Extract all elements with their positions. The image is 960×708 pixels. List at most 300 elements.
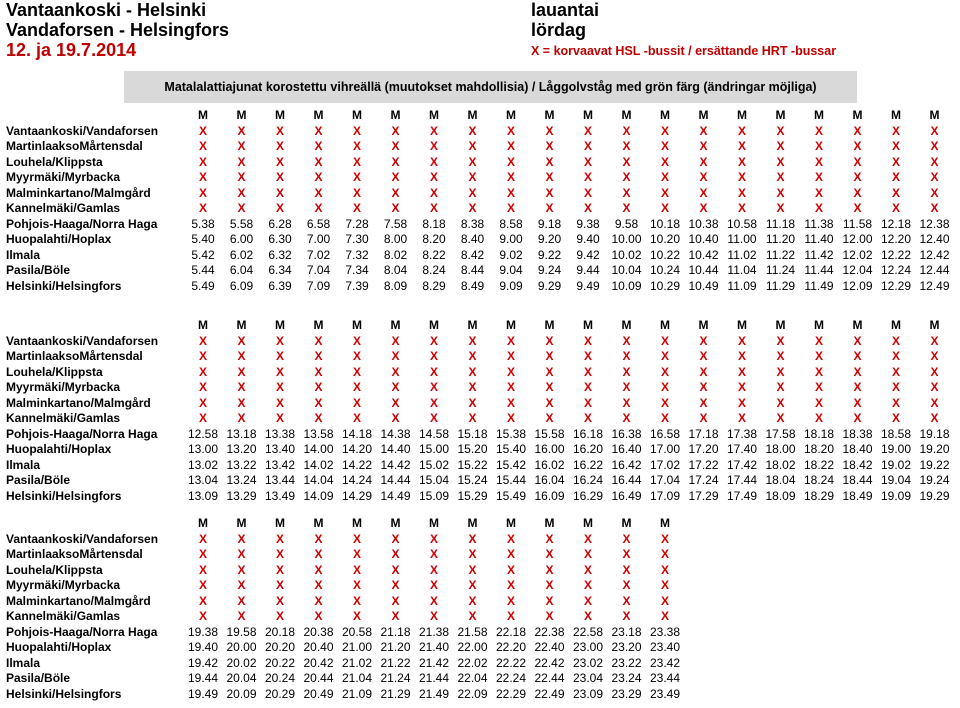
bus-replacement-mark: X xyxy=(814,364,823,379)
bus-replacement-mark: X xyxy=(853,185,862,200)
bus-replacement-mark: X xyxy=(429,547,438,561)
departure-time: 12.09 xyxy=(842,278,873,293)
bus-replacement-mark: X xyxy=(930,170,939,184)
departure-time: 8.40 xyxy=(460,232,485,246)
departure-time: 7.39 xyxy=(345,278,369,293)
departure-time: 10.42 xyxy=(688,247,719,262)
train-code-m: M xyxy=(583,516,593,530)
departure-time: 10.58 xyxy=(726,216,758,231)
departure-time: 20.24 xyxy=(264,671,296,685)
departure-time: 20.38 xyxy=(303,624,334,639)
departure-time: 11.02 xyxy=(727,247,757,262)
departure-time: 23.18 xyxy=(611,624,642,639)
bus-replacement-mark: X xyxy=(699,380,708,394)
bus-replacement-mark: X xyxy=(198,609,207,623)
bus-replacement-mark: X xyxy=(275,531,284,546)
bus-replacement-mark: X xyxy=(275,123,284,138)
bus-replacement-mark: X xyxy=(275,139,284,153)
bus-replacement-mark: X xyxy=(429,170,438,184)
departure-time: 21.44 xyxy=(418,671,450,685)
train-code-m: M xyxy=(698,318,709,332)
departure-time: 22.00 xyxy=(457,640,488,654)
departure-time: 22.04 xyxy=(457,671,488,685)
bus-replacement-mark: X xyxy=(275,547,284,561)
station-name: Kannelmäki/Gamlas xyxy=(6,609,121,623)
bus-replacement-mark: X xyxy=(583,578,592,592)
departure-time: 21.04 xyxy=(341,671,373,685)
date-label: 12. ja 19.7.2014 xyxy=(6,40,137,60)
departure-time: 8.18 xyxy=(422,216,446,231)
departure-time: 13.09 xyxy=(187,488,219,503)
departure-time: 10.24 xyxy=(649,263,681,277)
departure-time: 16.44 xyxy=(611,473,642,487)
station-name: Vantaankoski/Vandaforsen xyxy=(6,333,159,348)
bus-replacement-mark: X xyxy=(275,578,284,592)
departure-time: 20.00 xyxy=(226,640,257,654)
station-name: Vantaankoski/Vandaforsen xyxy=(6,531,159,546)
departure-time: 18.20 xyxy=(803,442,835,456)
bus-replacement-mark: X xyxy=(545,593,554,608)
departure-time: 12.44 xyxy=(919,263,950,277)
departure-time: 5.58 xyxy=(229,216,254,231)
bus-replacement-mark: X xyxy=(352,364,361,379)
station-name: Huopalahti/Hoplax xyxy=(6,232,112,246)
departure-time: 23.24 xyxy=(611,671,642,685)
bus-replacement-mark: X xyxy=(776,139,785,153)
bus-replacement-mark: X xyxy=(622,593,631,608)
departure-time: 18.09 xyxy=(765,488,796,503)
bus-replacement-mark: X xyxy=(853,333,862,348)
departure-time: 18.24 xyxy=(803,473,835,487)
train-code-m: M xyxy=(390,108,401,122)
departure-time: 9.49 xyxy=(576,278,600,293)
bus-replacement-mark: X xyxy=(314,531,323,546)
train-code-m: M xyxy=(467,318,478,332)
bus-replacement-mark: X xyxy=(930,185,939,200)
departure-time: 7.09 xyxy=(306,278,331,293)
train-code-m: M xyxy=(814,318,824,332)
bus-replacement-mark: X xyxy=(622,154,631,169)
station-name: Kannelmäki/Gamlas xyxy=(6,201,121,215)
train-code-m: M xyxy=(390,516,401,530)
bus-replacement-mark: X xyxy=(352,578,361,592)
departure-time: 10.18 xyxy=(649,216,681,231)
bus-replacement-mark: X xyxy=(468,593,477,608)
bus-replacement-mark: X xyxy=(429,123,438,138)
departure-time: 21.20 xyxy=(380,640,411,654)
bus-replacement-mark: X xyxy=(891,364,900,379)
bus-replacement-mark: X xyxy=(237,411,246,425)
departure-time: 9.00 xyxy=(499,232,523,246)
station-name: Vantaankoski/Vandaforsen xyxy=(6,123,159,138)
bus-replacement-mark: X xyxy=(814,349,823,363)
departure-time: 9.20 xyxy=(537,232,562,246)
departure-time: 8.38 xyxy=(460,216,485,231)
bus-replacement-mark: X xyxy=(660,593,669,608)
bus-replacement-mark: X xyxy=(429,139,438,153)
train-code-m: M xyxy=(313,516,324,530)
bus-replacement-mark: X xyxy=(391,154,400,169)
bus-replacement-mark: X xyxy=(891,380,900,394)
bus-replacement-mark: X xyxy=(776,380,785,394)
bus-replacement-mark: X xyxy=(314,333,323,348)
departure-time: 10.04 xyxy=(611,263,642,277)
departure-time: 19.02 xyxy=(880,457,912,472)
train-code-m: M xyxy=(506,318,516,332)
bus-replacement-mark: X xyxy=(776,154,785,169)
train-code-m: M xyxy=(583,108,593,122)
station-name: Louhela/Klippsta xyxy=(6,562,103,577)
bus-replacement-mark: X xyxy=(814,380,823,394)
departure-time: 13.44 xyxy=(264,473,296,487)
bus-replacement-mark: X xyxy=(622,185,631,200)
departure-time: 11.40 xyxy=(804,232,834,246)
bus-replacement-mark: X xyxy=(391,531,400,546)
departure-time: 5.44 xyxy=(191,263,215,277)
departure-time: 11.24 xyxy=(765,263,796,277)
bus-replacement-mark: X xyxy=(352,123,361,138)
bus-replacement-mark: X xyxy=(429,578,438,592)
bus-replacement-mark: X xyxy=(352,201,361,215)
departure-time: 10.38 xyxy=(688,216,719,231)
departure-time: 18.38 xyxy=(842,426,873,441)
bus-replacement-mark: X xyxy=(814,333,823,348)
departure-time: 23.38 xyxy=(649,624,681,639)
bus-replacement-mark: X xyxy=(391,364,400,379)
bus-replacement-mark: X xyxy=(583,380,592,394)
departure-time: 12.38 xyxy=(919,216,950,231)
departure-time: 20.22 xyxy=(264,655,296,670)
departure-time: 17.20 xyxy=(688,442,719,456)
bus-replacement-mark: X xyxy=(699,185,708,200)
bus-replacement-mark: X xyxy=(352,349,361,363)
bus-replacement-mark: X xyxy=(506,201,515,215)
bus-replacement-mark: X xyxy=(506,593,515,608)
departure-time: 5.49 xyxy=(191,278,215,293)
departure-time: 6.32 xyxy=(268,247,292,262)
low-floor-banner: Matalalattiajunat korostettu vihreällä (muutokset mahdollisia) / Låggolvståg med grön färg (ändringar möjliga) xyxy=(124,71,857,103)
departure-time: 18.22 xyxy=(803,457,835,472)
bus-replacement-mark: X xyxy=(198,333,207,348)
train-code-m: M xyxy=(698,108,709,122)
departure-time: 15.18 xyxy=(457,426,488,441)
bus-replacement-mark: X xyxy=(545,123,554,138)
departure-time: 8.22 xyxy=(422,247,446,262)
departure-time: 11.42 xyxy=(804,247,834,262)
station-name: Malminkartano/Malmgård xyxy=(6,185,151,200)
bus-replacement-mark: X xyxy=(275,154,284,169)
departure-time: 23.22 xyxy=(611,655,642,670)
departure-time: 11.38 xyxy=(804,216,834,231)
departure-time: 21.22 xyxy=(380,655,411,670)
departure-time: 20.40 xyxy=(303,640,334,654)
bus-replacement-mark: X xyxy=(583,349,592,363)
departure-time: 20.02 xyxy=(226,655,257,670)
departure-time: 18.00 xyxy=(765,442,796,456)
bus-replacement-mark: X xyxy=(429,154,438,169)
bus-replacement-mark: X xyxy=(583,364,592,379)
bus-replacement-mark: X xyxy=(853,139,862,153)
bus-replacement-mark: X xyxy=(699,395,708,410)
bus-replacement-mark: X xyxy=(352,411,361,425)
departure-time: 12.49 xyxy=(919,278,950,293)
departure-time: 6.09 xyxy=(229,278,254,293)
bus-replacement-mark: X xyxy=(776,185,785,200)
departure-time: 14.22 xyxy=(341,457,373,472)
departure-time: 12.40 xyxy=(919,232,950,246)
bus-replacement-mark: X xyxy=(622,123,631,138)
departure-time: 12.02 xyxy=(842,247,873,262)
bus-replacement-mark: X xyxy=(352,395,361,410)
train-code-m: M xyxy=(621,318,632,332)
bus-replacement-mark: X xyxy=(352,139,361,153)
departure-time: 11.20 xyxy=(765,232,796,246)
bus-replacement-mark: X xyxy=(853,154,862,169)
bus-replacement-mark: X xyxy=(660,364,669,379)
bus-replacement-mark: X xyxy=(699,201,708,215)
bus-replacement-mark: X xyxy=(237,578,246,592)
bus-replacement-mark: X xyxy=(198,123,207,138)
bus-replacement-mark: X xyxy=(429,333,438,348)
station-name: Ilmala xyxy=(6,655,41,670)
bus-replacement-mark: X xyxy=(660,170,669,184)
bus-replacement-mark: X xyxy=(198,593,207,608)
bus-replacement-mark: X xyxy=(737,411,746,425)
bus-replacement-mark: X xyxy=(391,578,400,592)
station-name: Myyrmäki/Myrbacka xyxy=(6,380,121,394)
bus-replacement-mark: X xyxy=(930,349,939,363)
departure-time: 20.58 xyxy=(341,624,373,639)
train-code-m: M xyxy=(352,108,362,122)
departure-time: 20.42 xyxy=(303,655,334,670)
bus-replacement-mark: X xyxy=(814,185,823,200)
departure-time: 14.49 xyxy=(380,488,411,503)
bus-replacement-mark: X xyxy=(814,201,823,215)
bus-replacement-mark: X xyxy=(660,562,669,577)
bus-replacement-mark: X xyxy=(506,333,515,348)
train-code-m: M xyxy=(467,108,478,122)
departure-time: 21.40 xyxy=(418,640,450,654)
bus-replacement-mark: X xyxy=(391,593,400,608)
departure-time: 14.09 xyxy=(303,488,334,503)
departure-time: 15.49 xyxy=(495,488,527,503)
bus-replacement-mark: X xyxy=(776,395,785,410)
departure-time: 19.20 xyxy=(919,442,950,456)
departure-time: 12.24 xyxy=(880,263,912,277)
departure-time: 9.04 xyxy=(499,263,523,277)
bus-replacement-mark: X xyxy=(583,609,592,623)
bus-replacement-mark: X xyxy=(814,395,823,410)
bus-replacement-mark: X xyxy=(468,547,477,561)
train-code-m: M xyxy=(852,318,863,332)
bus-replacement-mark: X xyxy=(660,185,669,200)
departure-time: 9.22 xyxy=(537,247,562,262)
bus-replacement-mark: X xyxy=(622,364,631,379)
departure-time: 12.18 xyxy=(880,216,912,231)
departure-time: 20.49 xyxy=(303,686,334,701)
bus-replacement-mark: X xyxy=(198,364,207,379)
bus-replacement-mark: X xyxy=(198,395,207,410)
bus-replacement-mark: X xyxy=(930,380,939,394)
departure-time: 15.58 xyxy=(534,426,565,441)
departure-time: 14.44 xyxy=(380,473,411,487)
departure-time: 14.24 xyxy=(341,473,373,487)
departure-time: 23.20 xyxy=(611,640,642,654)
departure-time: 19.18 xyxy=(919,426,950,441)
bus-replacement-mark: X xyxy=(545,609,554,623)
bus-replacement-mark: X xyxy=(891,201,900,215)
departure-time: 10.09 xyxy=(611,278,642,293)
bus-replacement-mark: X xyxy=(622,609,631,623)
train-code-m: M xyxy=(621,108,632,122)
bus-replacement-mark: X xyxy=(930,395,939,410)
bus-replacement-mark: X xyxy=(391,139,400,153)
departure-time: 16.58 xyxy=(649,426,681,441)
departure-time: 21.00 xyxy=(341,640,373,654)
bus-replacement-mark: X xyxy=(814,123,823,138)
bus-replacement-mark: X xyxy=(506,380,515,394)
train-code-m: M xyxy=(467,516,478,530)
bus-replacement-mark: X xyxy=(545,411,554,425)
bus-replacement-mark: X xyxy=(198,578,207,592)
departure-time: 9.24 xyxy=(537,263,562,277)
departure-time: 10.00 xyxy=(611,232,642,246)
departure-time: 22.49 xyxy=(534,686,565,701)
bus-replacement-mark: X xyxy=(237,185,246,200)
departure-time: 12.22 xyxy=(880,247,912,262)
bus-replacement-mark: X xyxy=(237,154,246,169)
bus-replacement-mark: X xyxy=(314,139,323,153)
departure-time: 16.42 xyxy=(611,457,642,472)
departure-time: 16.22 xyxy=(572,457,604,472)
departure-time: 6.34 xyxy=(268,263,292,277)
station-name: Malminkartano/Malmgård xyxy=(6,593,151,608)
bus-replacement-mark: X xyxy=(314,411,323,425)
departure-time: 18.44 xyxy=(842,473,873,487)
bus-replacement-mark: X xyxy=(545,380,554,394)
bus-replacement-mark: X xyxy=(853,123,862,138)
bus-replacement-mark: X xyxy=(314,547,323,561)
bus-replacement-mark: X xyxy=(545,349,554,363)
bus-replacement-mark: X xyxy=(622,170,631,184)
bus-replacement-mark: X xyxy=(660,395,669,410)
bus-replacement-mark: X xyxy=(314,593,323,608)
bus-replacement-mark: X xyxy=(737,333,746,348)
station-name: Pohjois-Haaga/Norra Haga xyxy=(6,216,158,231)
departure-time: 20.44 xyxy=(303,671,334,685)
bus-replacement-mark: X xyxy=(314,609,323,623)
departure-time: 10.29 xyxy=(649,278,681,293)
departure-time: 7.04 xyxy=(306,263,331,277)
departure-time: 22.42 xyxy=(534,655,565,670)
departure-time: 12.29 xyxy=(880,278,912,293)
bus-replacement-mark: X xyxy=(583,170,592,184)
bus-replacement-mark: X xyxy=(352,170,361,184)
train-code-m: M xyxy=(236,516,247,530)
bus-replacement-mark: X xyxy=(275,333,284,348)
train-code-m: M xyxy=(852,108,863,122)
bus-replacement-mark: X xyxy=(468,562,477,577)
departure-time: 14.20 xyxy=(341,442,373,456)
bus-replacement-mark: X xyxy=(699,170,708,184)
station-name: Pasila/Böle xyxy=(6,263,71,277)
departure-time: 14.40 xyxy=(380,442,411,456)
bus-replacement-mark: X xyxy=(352,562,361,577)
bus-replacement-mark: X xyxy=(429,531,438,546)
station-name: Huopalahti/Hoplax xyxy=(6,442,112,456)
departure-time: 23.00 xyxy=(572,640,604,654)
departure-time: 21.29 xyxy=(380,686,411,701)
departure-time: 21.38 xyxy=(418,624,450,639)
bus-replacement-mark: X xyxy=(237,593,246,608)
bus-replacement-mark: X xyxy=(891,411,900,425)
day-label-sv: lördag xyxy=(531,20,587,40)
station-name: MartinlaaksoMårtensdal xyxy=(6,139,143,153)
departure-time: 17.04 xyxy=(649,473,681,487)
bus-replacement-mark: X xyxy=(352,154,361,169)
train-code-m: M xyxy=(275,318,285,332)
bus-replacement-mark: X xyxy=(545,139,554,153)
train-code-m: M xyxy=(544,318,555,332)
departure-time: 15.38 xyxy=(495,426,527,441)
bus-replacement-mark: X xyxy=(814,411,823,425)
departure-time: 19.38 xyxy=(187,624,219,639)
station-name: Ilmala xyxy=(6,247,41,262)
bus-replacement-mark: X xyxy=(776,364,785,379)
bus-replacement-mark: X xyxy=(776,349,785,363)
bus-replacement-mark: X xyxy=(391,562,400,577)
bus-replacement-mark: X xyxy=(468,349,477,363)
departure-time: 12.58 xyxy=(187,426,219,441)
bus-replacement-mark: X xyxy=(930,411,939,425)
train-code-m: M xyxy=(621,516,632,530)
departure-time: 13.04 xyxy=(187,473,219,487)
bus-replacement-mark: X xyxy=(314,364,323,379)
departure-time: 14.04 xyxy=(303,473,334,487)
departure-time: 10.44 xyxy=(688,263,719,277)
bus-replacement-mark: X xyxy=(545,185,554,200)
bus-replacement-mark: X xyxy=(737,380,746,394)
bus-replacement-mark: X xyxy=(622,349,631,363)
station-name: Malminkartano/Malmgård xyxy=(6,395,151,410)
bus-replacement-mark: X xyxy=(275,364,284,379)
bus-replacement-mark: X xyxy=(391,380,400,394)
departure-time: 13.00 xyxy=(187,442,219,456)
train-code-m: M xyxy=(737,108,747,122)
bus-replacement-mark: X xyxy=(891,154,900,169)
bus-replacement-mark: X xyxy=(891,185,900,200)
bus-replacement-mark: X xyxy=(237,380,246,394)
departure-time: 19.44 xyxy=(187,671,219,685)
departure-time: 21.49 xyxy=(418,686,450,701)
bus-replacement-mark: X xyxy=(468,333,477,348)
bus-replacement-mark: X xyxy=(853,349,862,363)
bus-replacement-mark: X xyxy=(545,364,554,379)
departure-time: 7.30 xyxy=(345,232,369,246)
bus-replacement-mark: X xyxy=(737,154,746,169)
train-code-m: M xyxy=(660,318,670,332)
departure-time: 9.42 xyxy=(576,247,600,262)
station-name: MartinlaaksoMårtensdal xyxy=(6,349,143,363)
bus-replacement-mark: X xyxy=(429,185,438,200)
departure-time: 12.04 xyxy=(842,263,873,277)
bus-replacement-mark: X xyxy=(468,380,477,394)
bus-replacement-mark: X xyxy=(391,609,400,623)
departure-time: 15.20 xyxy=(457,442,488,456)
bus-replacement-mark: X xyxy=(853,411,862,425)
bus-replacement-mark: X xyxy=(468,123,477,138)
departure-time: 8.44 xyxy=(460,263,485,277)
